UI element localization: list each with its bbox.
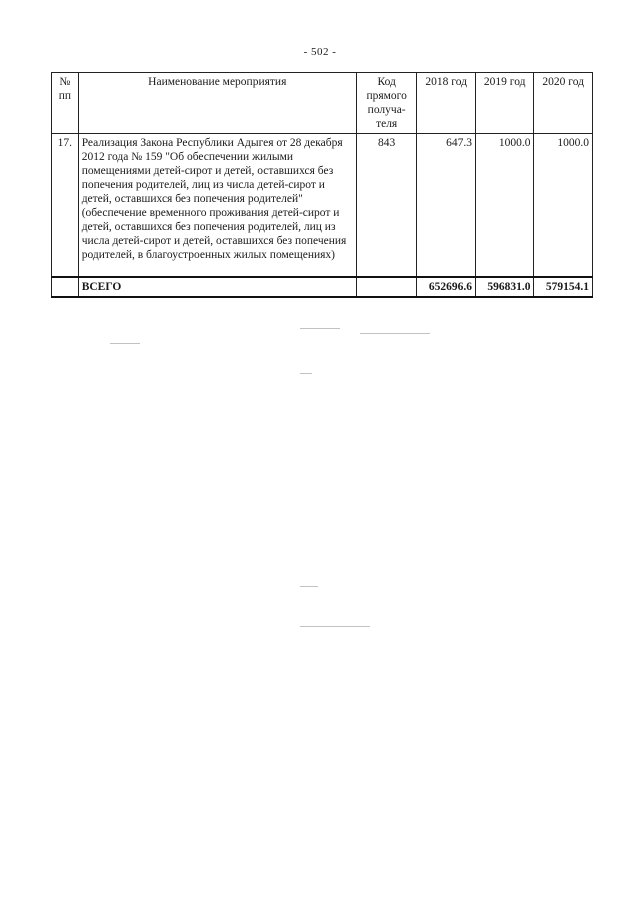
row-name	[78, 134, 356, 278]
row-2018: 647.3	[417, 134, 476, 278]
total-row	[52, 277, 593, 297]
header-2018: 2018 год	[417, 73, 476, 134]
row-num: 17.	[52, 134, 79, 278]
header-name: Наименование мероприятия	[78, 73, 356, 134]
row-2020: 1000.0	[534, 134, 593, 278]
total-code-empty	[356, 277, 417, 297]
total-2020: 579154.1	[534, 277, 593, 297]
header-2019: 2019 год	[475, 73, 534, 134]
budget-table	[51, 72, 593, 298]
row-name-text: Реализация Закона Республики Адыгея от 28 декабря 2012 года № 159 "Об обеспечении жилыми помещениями детей-сирот и детей, оставшихся без попечения родителей, лиц из числа детей-сирот и детей, оставшихся без попечения родителей" (обеспечение временного проживания детей-сирот и детей, оставшихся без попечения родителей, лиц из числа детей-сирот и детей, оставшихся без попечения родителей, в благоустроенных жилых помещениях)	[81, 137, 347, 261]
page-number: - 502 -	[303, 46, 337, 58]
total-num-empty	[52, 277, 79, 297]
header-num: № пп	[52, 73, 79, 134]
table-header-row	[52, 73, 593, 134]
scan-mark	[300, 626, 370, 627]
total-2019: 596831.0	[475, 277, 534, 297]
scan-mark	[110, 343, 140, 344]
scan-mark	[300, 586, 318, 587]
scan-mark	[360, 333, 430, 334]
row-code: 843	[356, 134, 417, 278]
scan-mark	[300, 373, 312, 374]
total-2018: 652696.6	[417, 277, 476, 297]
scan-mark	[300, 328, 340, 329]
row-2019: 1000.0	[475, 134, 534, 278]
total-label: ВСЕГО	[78, 277, 356, 297]
header-2020: 2020 год	[534, 73, 593, 134]
table-row	[52, 134, 593, 278]
header-code: Код прямого получа-теля	[356, 73, 417, 134]
